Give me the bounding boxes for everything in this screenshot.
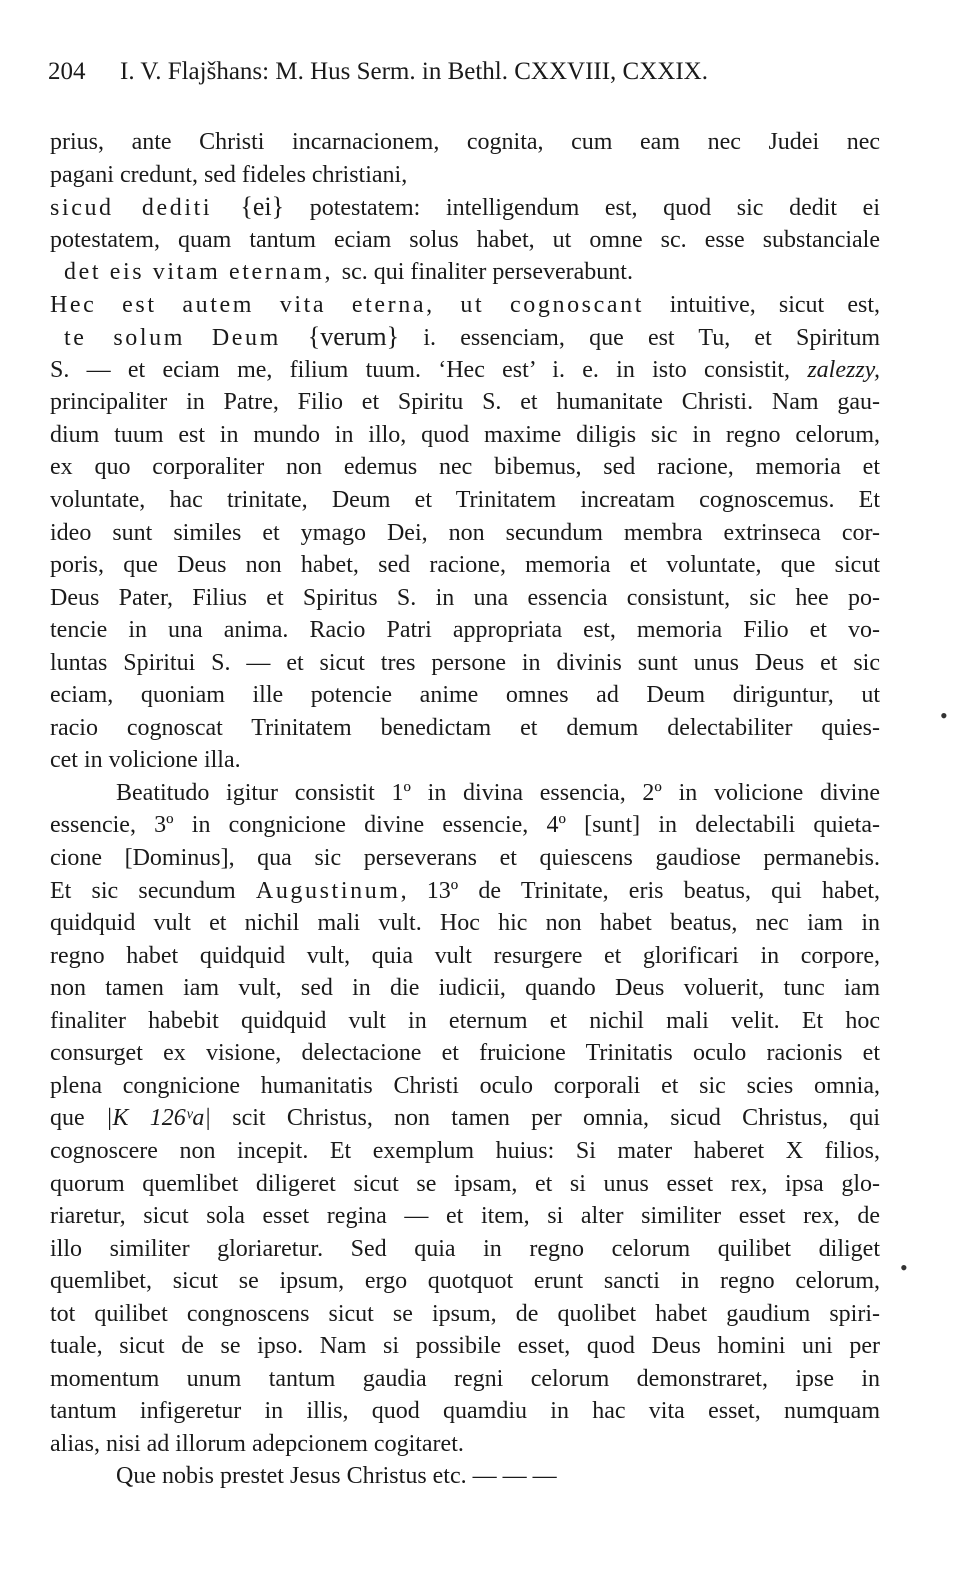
- margin-mark: •: [900, 1255, 908, 1280]
- text-line: tuale, sicut de se ipso. Nam si possibile esset, quod Deus homini uni per: [50, 1333, 880, 1360]
- text-line: pagani credunt, sed fideles christiani,: [50, 161, 408, 188]
- text-line: quidquid vult et nichil mali vult. Hoc hic non habet beatus, nec iam in: [50, 910, 880, 937]
- text-line: prius, ante Christi incarnacionem, cognita, cum eam nec Judei nec: [50, 129, 880, 155]
- text-line: tot quilibet congnoscens sicut se ipsum, de quolibet habet gaudium spiri-: [50, 1300, 880, 1327]
- text-line: sicud dediti {ei} potestatem: intelligendum est, quod sic dedit ei: [50, 192, 880, 222]
- bracketed-insertion: {verum}: [307, 322, 400, 352]
- text-line: ideo sunt similes et ymago Dei, non secundum membra extrinseca cor-: [50, 519, 880, 546]
- margin-mark: •: [940, 703, 948, 728]
- text-line: voluntate, hac trinitate, Deum et Trinitatem increatam cognoscemus. Et: [50, 487, 880, 514]
- text-line: non tamen iam vult, sed in die iudicii, quando Deus voluerit, tunc iam: [50, 975, 880, 1002]
- text-line: eciam, quoniam ille potencie anime omnes ad Deum diriguntur, ut: [50, 682, 880, 709]
- text-line: alias, nisi ad illorum adepcionem cogitaret.: [50, 1430, 464, 1457]
- text-line: luntas Spiritui S. — et sicut tres persone in divinis sunt unus Deus et sic: [50, 649, 880, 676]
- text-line: essencie, 3º in congnicione divine essencie, 4º [sunt] in delectabili quieta-: [50, 812, 880, 839]
- text-line: momentum unum tantum gaudia regni celorum demonstraret, ipse in: [50, 1365, 880, 1392]
- text-line: que |K 126ᵛa| scit Christus, non tamen per omnia, sicud Christus, qui: [50, 1105, 880, 1132]
- text-line: cet in volicione illa.: [50, 747, 241, 774]
- bracketed-insertion: {ei}: [240, 192, 285, 222]
- text-line: poris, que Deus non habet, sed racione, memoria et voluntate, que sicut: [50, 552, 880, 579]
- text-line: quemlibet, sicut se ipsum, ergo quotquot erunt sancti in regno celorum,: [50, 1268, 880, 1295]
- text-line: quorum quemlibet diligeret sicut se ipsam, et si unus esset rex, ipsa glo-: [50, 1170, 880, 1197]
- text-line: det eis vitam eternam, sc. qui finaliter perseverabunt.: [64, 259, 633, 286]
- text-line: consurget ex visione, delectacione et fruicione Trinitatis oculo racionis et: [50, 1040, 880, 1067]
- text-line: te solum Deum {verum} i. essenciam, que est Tu, et Spiritum: [64, 322, 880, 352]
- text-body: [50, 126, 880, 1493]
- text-line: racio cognoscat Trinitatem benedictam et demum delectabiliter quies-: [50, 714, 880, 741]
- text-line: illo similiter gloriaretur. Sed quia in regno celorum quilibet diliget: [50, 1235, 880, 1262]
- text-line: Que nobis prestet Jesus Christus etc. — — —: [116, 1463, 557, 1490]
- text-line: plena congnicione humanitatis Christi oculo corporali et sic scies omnia,: [50, 1072, 880, 1099]
- running-title: I. V. Flajšhans: M. Hus Serm. in Bethl. CXXVIII, CXXIX.: [120, 58, 708, 85]
- text-line: Et sic secundum Augustinum, 13º de Trinitate, eris beatus, qui habet,: [50, 877, 880, 904]
- text-line: S. — et eciam me, filium tuum. ‘Hec est’ i. e. in isto consistit, zalezzy,: [50, 356, 880, 383]
- text-line: Hec est autem vita eterna, ut cognoscant intuitive, sicut est,: [50, 291, 880, 318]
- text-line: regno habet quidquid vult, quia vult resurgere et glorificari in corpore,: [50, 942, 880, 969]
- czech-gloss: zalezzy,: [807, 356, 880, 383]
- text-line: cognoscere non incepit. Et exemplum huius: Si mater haberet X filios,: [50, 1137, 880, 1164]
- text-line: dium tuum est in mundo in illo, quod maxime diligis sic in regno celorum,: [50, 421, 880, 448]
- text-line: Beatitudo igitur consistit 1º in divina essencia, 2º in volicione divine: [116, 779, 880, 806]
- text-line: cione [Dominus], qua sic perseverans et quiescens gaudiose permanebis.: [50, 845, 880, 872]
- page-number: 204: [48, 58, 86, 85]
- text-line: potestatem, quam tantum eciam solus habet, ut omne sc. esse substanciale: [50, 226, 880, 253]
- text-line: riaretur, sicut sola esset regina — et item, si alter similiter esset rex, de: [50, 1203, 880, 1230]
- text-line: Deus Pater, Filius et Spiritus S. in una essencia consistunt, sic hee po-: [50, 584, 880, 611]
- text-line: tencie in una anima. Racio Patri appropriata est, memoria Filio et vo-: [50, 617, 880, 644]
- spaced-name: Augustinum: [255, 877, 401, 904]
- folio-marker: |K 126ᵛa|: [105, 1105, 212, 1132]
- text-line: tantum infigeretur in illis, quod quamdiu in hac vita esset, numquam: [50, 1398, 880, 1425]
- text-line: principaliter in Patre, Filio et Spiritu S. et humanitate Christi. Nam gau-: [50, 389, 880, 416]
- page-header: [48, 52, 888, 92]
- text-line: finaliter habebit quidquid vult in eternum et nichil mali velit. Et hoc: [50, 1007, 880, 1034]
- text-line: ex quo corporaliter non edemus nec bibemus, sed racione, memoria et: [50, 454, 880, 481]
